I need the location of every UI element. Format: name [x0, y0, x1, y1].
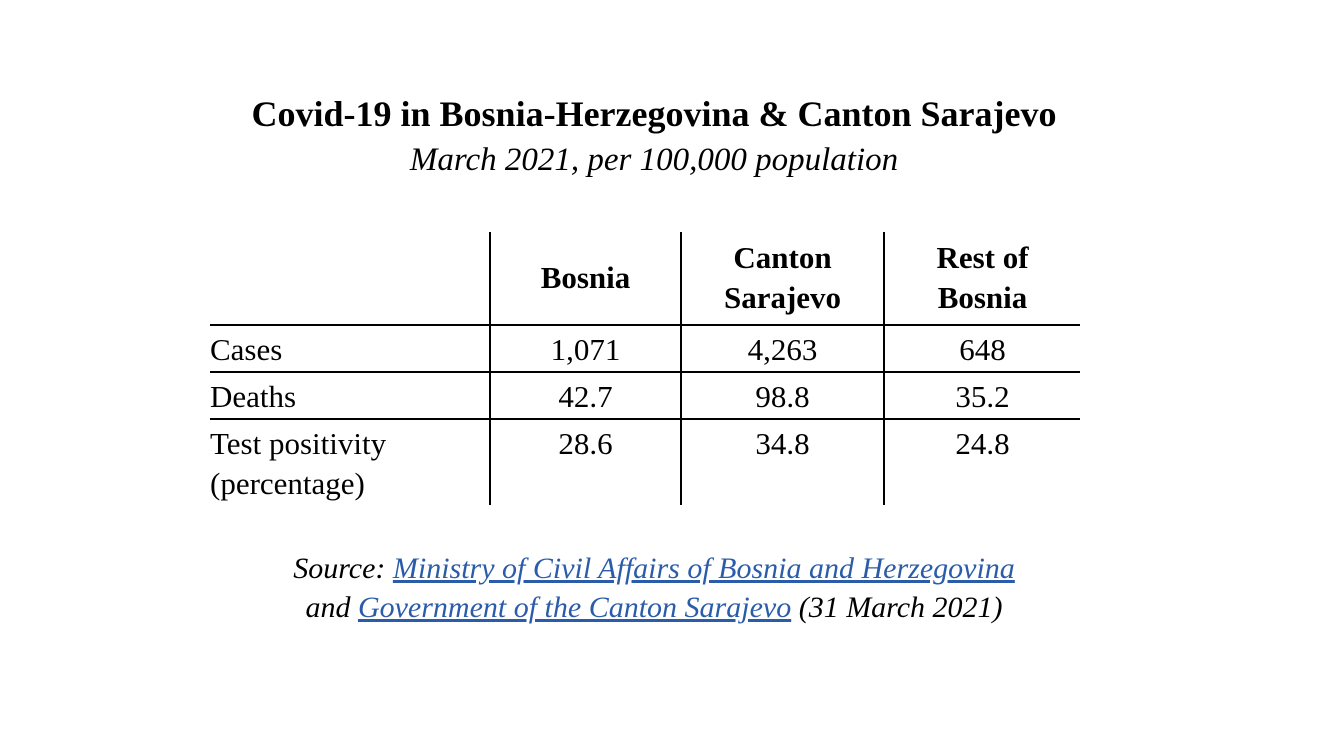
- column-header-rest-of-bosnia: Rest of Bosnia: [884, 232, 1080, 325]
- cell-deaths-canton-sarajevo: 98.8: [681, 372, 884, 419]
- row-label-test-positivity: Test positivity (percentage): [210, 419, 490, 505]
- source-line-1: [0, 549, 1308, 588]
- header-row: [210, 232, 1080, 325]
- cell-test-positivity-bosnia: 28.6: [490, 419, 681, 505]
- cell-deaths-rest-of-bosnia: 35.2: [884, 372, 1080, 419]
- page-title: Covid-19 in Bosnia-Herzegovina & Canton Sarajevo: [251, 94, 1057, 134]
- source-line-2: [0, 588, 1308, 627]
- cell-cases-rest-of-bosnia: 648: [884, 325, 1080, 372]
- table-row-test-positivity: [210, 419, 1080, 505]
- column-header-bosnia: Bosnia: [490, 232, 681, 325]
- cell-test-positivity-canton-sarajevo: 34.8: [681, 419, 884, 505]
- column-header-canton-sarajevo: Canton Sarajevo: [681, 232, 884, 325]
- cell-cases-bosnia: 1,071: [490, 325, 681, 372]
- cell-deaths-bosnia: 42.7: [490, 372, 681, 419]
- column-header-empty: [210, 232, 490, 325]
- row-label-cases: Cases: [210, 325, 490, 372]
- page-subtitle: March 2021, per 100,000 population: [409, 142, 899, 178]
- cell-test-positivity-rest-of-bosnia: 24.8: [955, 426, 1010, 461]
- source-note: [0, 549, 1308, 627]
- source-and: and: [305, 591, 358, 624]
- source-link-government-canton-sarajevo[interactable]: Government of the Canton Sarajevo: [357, 591, 792, 624]
- source-prefix: Source:: [293, 552, 393, 585]
- row-label-deaths: Deaths: [210, 372, 490, 419]
- table-row-deaths: [210, 372, 1080, 419]
- source-date: (31 March 2021): [791, 591, 1003, 624]
- table-row-cases: [210, 325, 1080, 372]
- data-table: [210, 232, 1080, 505]
- cell-cases-canton-sarajevo: 4,263: [681, 325, 884, 372]
- source-link-ministry-of-civil-affairs[interactable]: Ministry of Civil Affairs of Bosnia and Herzegovina: [392, 552, 1015, 585]
